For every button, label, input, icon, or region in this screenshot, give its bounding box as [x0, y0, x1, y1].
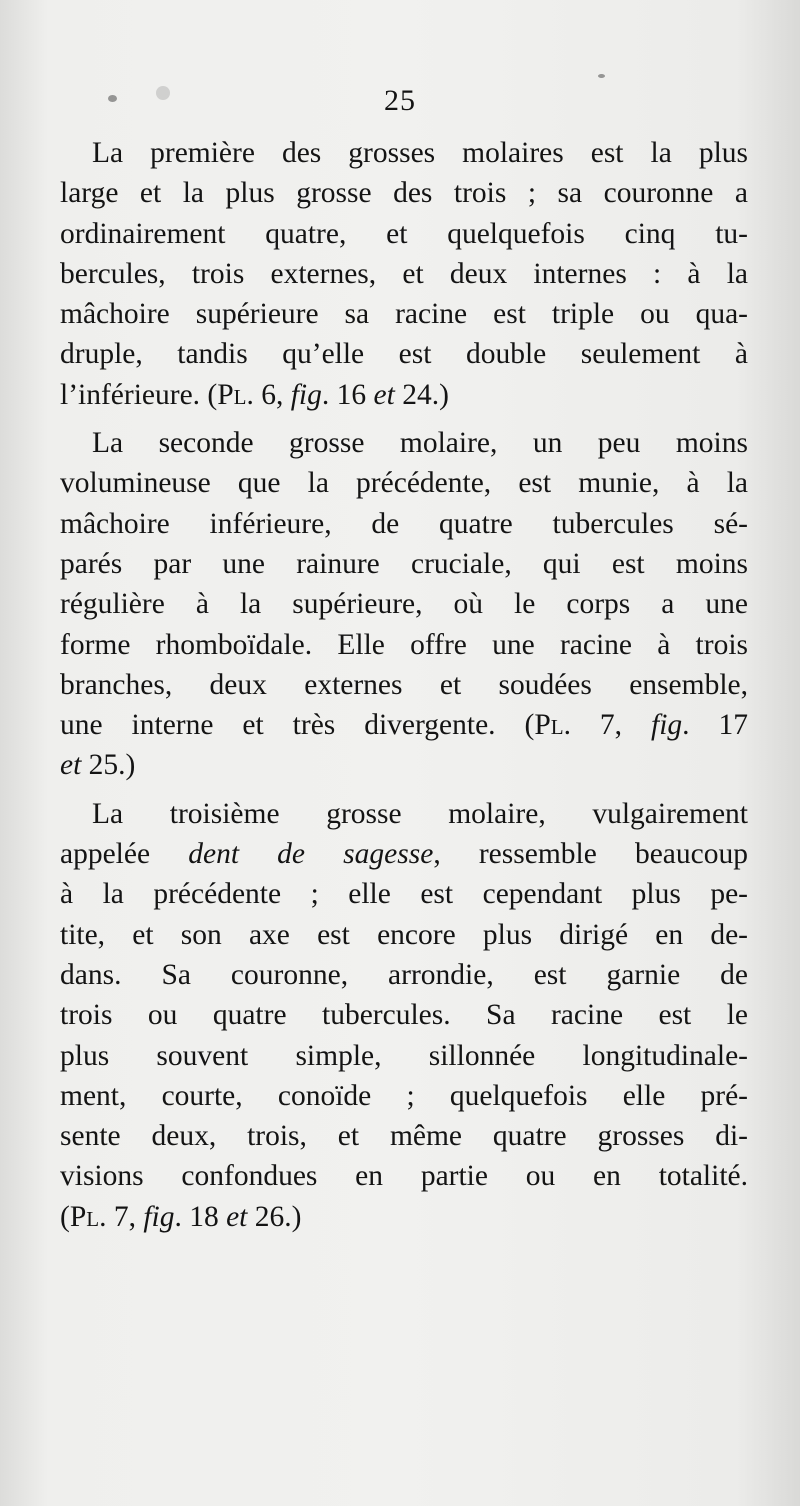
- ref-text: . 6,: [246, 378, 291, 411]
- ref-text: . 17: [682, 709, 749, 742]
- italic-term: dent de sagesse: [188, 838, 434, 871]
- page-number: 25: [384, 84, 416, 117]
- body-text: [60, 133, 748, 1245]
- ref-plate-abbr: Pl: [69, 1200, 100, 1233]
- line-text: appelée: [60, 838, 189, 871]
- text-line: tite, et son axe est encore plus dirigé en de-: [60, 918, 748, 951]
- ref-fig-abbr: fig: [290, 378, 322, 411]
- text-line: sente deux, trois, et même quatre grosses di-: [60, 1120, 748, 1153]
- ref-text: . 7,: [563, 709, 652, 742]
- ref-et: et: [373, 378, 395, 411]
- text-line: ment, courte, conoïde ; quelquefois elle pré-: [60, 1079, 748, 1112]
- ink-speck: [598, 74, 605, 78]
- text-line: large et la plus grosse des trois ; sa couronne a: [60, 177, 748, 210]
- text-line: forme rhomboïdale. Elle offre une racine à trois: [60, 628, 748, 661]
- ref-text: 25.): [81, 749, 136, 782]
- text-line: La seconde grosse molaire, un peu moins: [92, 427, 748, 460]
- ref-plate-abbr: Pl: [534, 709, 564, 742]
- ref-text: 24.): [394, 378, 449, 411]
- text-line: mâchoire inférieure, de quatre tubercules sé-: [60, 507, 748, 540]
- text-line: [60, 834, 748, 874]
- ref-text: . 18: [174, 1200, 227, 1233]
- ref-text: 26.): [247, 1200, 302, 1233]
- ref-et: et: [226, 1200, 248, 1233]
- ref-plate-abbr: Pl: [217, 378, 247, 411]
- text-line-reference: [60, 705, 748, 745]
- text-line: dans. Sa couronne, arrondie, est garnie de: [60, 958, 748, 991]
- ref-text: . 7,: [99, 1200, 144, 1233]
- text-line: branches, deux externes et soudées ensemble,: [60, 668, 748, 701]
- text-line: plus souvent simple, sillonnée longitudinale-: [60, 1039, 748, 1072]
- text-line: volumineuse que la précédente, est munie, à la: [60, 467, 748, 500]
- text-line-reference: [60, 745, 748, 785]
- text-line: mâchoire supérieure sa racine est triple ou qua-: [60, 298, 748, 331]
- text-line-reference: [60, 1197, 748, 1237]
- paragraph-second-molar: [60, 423, 748, 786]
- text-line: bercules, trois externes, et deux internes : à la: [60, 257, 748, 290]
- ref-text: (: [60, 1200, 70, 1233]
- ref-et: et: [60, 749, 82, 782]
- text-line: parés par une rainure cruciale, qui est moins: [60, 547, 748, 580]
- text-line: ordinairement quatre, et quelquefois cinq tu-: [60, 217, 748, 250]
- text-line: La troisième grosse molaire, vulgairement: [92, 797, 748, 830]
- text-line: visions confondues en partie ou en totalité.: [60, 1160, 748, 1193]
- ref-fig-abbr: fig: [651, 709, 683, 742]
- paragraph-third-molar: [60, 794, 748, 1237]
- ref-fig-abbr: fig: [143, 1200, 175, 1233]
- ref-text: l’inférieure. (: [60, 378, 218, 411]
- text-line-reference: [60, 375, 748, 415]
- text-line: druple, tandis qu’elle est double seulement à: [60, 338, 748, 371]
- text-line: trois ou quatre tubercules. Sa racine est le: [60, 999, 748, 1032]
- line-text: , ressemble beaucoup: [433, 838, 748, 871]
- text-line: à la précédente ; elle est cependant plus pe-: [60, 878, 748, 911]
- ref-text: une interne et très divergente. (: [60, 709, 535, 742]
- paragraph-first-molar: [60, 133, 748, 415]
- text-line: régulière à la supérieure, où le corps a une: [60, 588, 748, 621]
- text-line: La première des grosses molaires est la plus: [92, 137, 748, 169]
- ref-text: . 16: [321, 378, 374, 411]
